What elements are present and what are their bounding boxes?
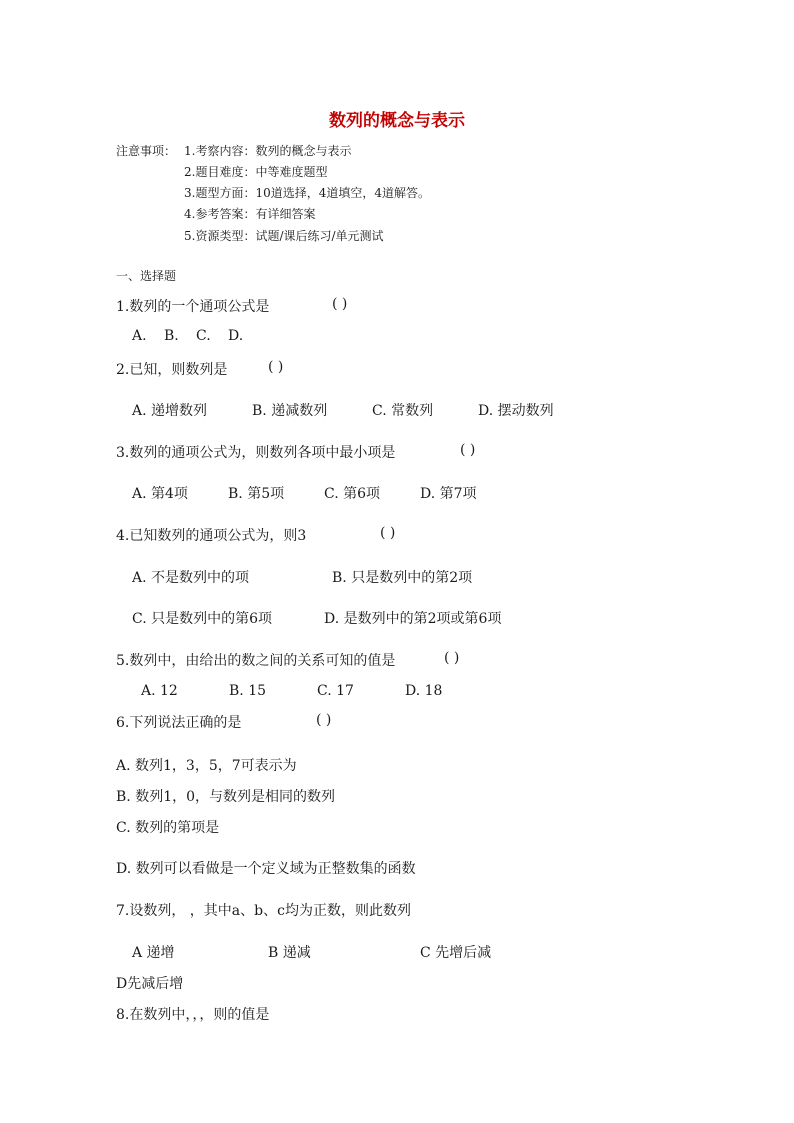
option: C. 数列的第项是 xyxy=(116,820,220,836)
option: B 递减 xyxy=(268,945,311,961)
question-stem: 3.数列的通项公式为，则数列各项中最小项是 xyxy=(116,445,396,461)
option: A. xyxy=(132,328,147,344)
answer-paren: ( ) xyxy=(460,442,476,458)
option: B. xyxy=(164,328,179,344)
option: D. 18 xyxy=(405,683,443,699)
question-stem: 5.数列中，由给出的数之间的关系可知的值是 xyxy=(116,653,396,669)
option: A. 第4项 xyxy=(132,486,188,502)
note-item: 4.参考答案：有详细答案 xyxy=(184,207,316,221)
option: A. 数列1，3，5，7可表示为 xyxy=(116,758,297,774)
note-item: 1.考察内容：数列的概念与表示 xyxy=(184,144,352,158)
page-title: 数列的概念与表示 xyxy=(329,111,465,131)
option: A. 不是数列中的项 xyxy=(132,570,250,586)
option: B. 递减数列 xyxy=(252,403,328,419)
option: C 先增后减 xyxy=(420,945,492,961)
answer-paren: ( ) xyxy=(316,712,332,728)
question-stem: 4.已知数列的通项公式为，则3 xyxy=(116,528,307,544)
option: D. 数列可以看做是一个定义域为正整数集的函数 xyxy=(116,861,416,877)
option: C. 第6项 xyxy=(324,486,381,502)
note-item: 3.题型方面：10道选择，4道填空，4道解答。 xyxy=(184,186,430,200)
option: A. 12 xyxy=(141,683,178,699)
option: A. 递增数列 xyxy=(132,403,208,419)
option: C. 17 xyxy=(317,683,354,699)
section-heading: 一、选择题 xyxy=(116,269,177,283)
question-stem: 1.数列的一个通项公式是 xyxy=(116,299,270,315)
answer-paren: ( ) xyxy=(332,296,348,312)
note-item: 2.题目难度：中等难度题型 xyxy=(184,165,328,179)
question-stem: 6.下列说法正确的是 xyxy=(116,715,242,731)
option: C. 常数列 xyxy=(372,403,434,419)
option: C. 只是数列中的第6项 xyxy=(132,611,273,627)
option: B. 第5项 xyxy=(228,486,285,502)
option: D. xyxy=(228,328,244,344)
notes-label: 注意事项： xyxy=(116,144,177,158)
question-stem: 8.在数列中，，，则的值是 xyxy=(116,1007,270,1023)
option: C. xyxy=(196,328,211,344)
option: B. 只是数列中的第2项 xyxy=(332,570,473,586)
option: B. 数列1，0，与数列是相同的数列 xyxy=(116,789,336,805)
note-item: 5.资源类型：试题/课后练习/单元测试 xyxy=(184,229,384,243)
option: D. 第7项 xyxy=(420,486,477,502)
answer-paren: ( ) xyxy=(268,359,284,375)
option: D. 摆动数列 xyxy=(478,403,554,419)
answer-paren: ( ) xyxy=(380,525,396,541)
option: A 递增 xyxy=(132,945,175,961)
question-stem: 2.已知，则数列是 xyxy=(116,362,228,378)
question-stem: 7.设数列， ，其中a、b、c均为正数，则此数列 xyxy=(116,903,411,919)
option: D先减后增 xyxy=(116,976,184,992)
option: B. 15 xyxy=(229,683,267,699)
answer-paren: ( ) xyxy=(444,650,460,666)
option: D. 是数列中的第2项或第6项 xyxy=(324,611,502,627)
